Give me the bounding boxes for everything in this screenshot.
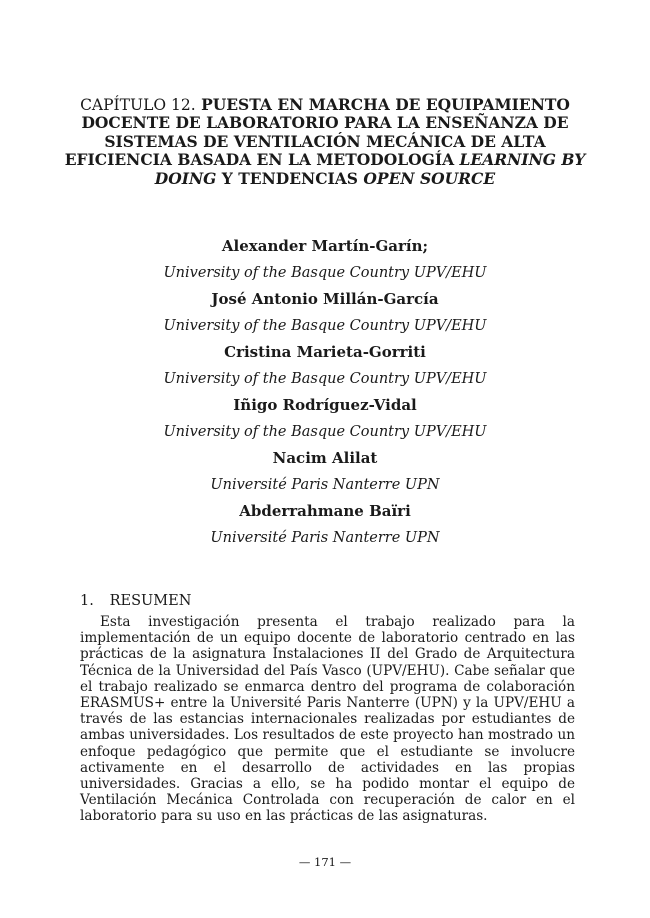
section-heading (80, 592, 580, 610)
author-name: Nacim Alilat (272, 449, 378, 467)
author-affiliation: Université Paris Nanterre UPN (210, 476, 440, 493)
author-affiliation: University of the Basque Country UPV/EHU (163, 423, 487, 440)
author-name: Cristina Marieta-Gorriti (224, 343, 426, 361)
section-number: 1. (80, 593, 94, 609)
author-name: José Antonio Millán-García (211, 290, 439, 308)
chapter-prefix: CAPÍTULO 12. (80, 96, 196, 114)
author-affiliation: Université Paris Nanterre UPN (210, 529, 440, 546)
author-affiliation: University of the Basque Country UPV/EHU (163, 264, 487, 281)
author-name: Abderrahmane Baïri (239, 502, 411, 520)
chapter-title-italic1: LEARNING BY DOING (154, 150, 586, 188)
author-name: Alexander Martín-Garín; (221, 237, 429, 255)
author-name: Iñigo Rodríguez-Vidal (233, 396, 417, 414)
author-affiliation: University of the Basque Country UPV/EHU (163, 317, 487, 334)
chapter-title-italic2: OPEN SOURCE (363, 168, 496, 188)
chapter-title-part1: PUESTA EN MARCHA DE EQUIPAMIENTO DOCENTE DE LABORATORIO PARA LA ENSEÑANZA DE SISTEMAS DE VENTILACIÓN MECÁNICA DE ALTA EFICIENCIA BASADA EN LA METODOLOGÍA (64, 95, 570, 170)
author-affiliation: University of the Basque Country UPV/EHU (163, 370, 487, 387)
chapter-title (60, 96, 590, 188)
section-title: RESUMEN (109, 593, 192, 609)
page-number: — 171 — (298, 855, 352, 869)
abstract-paragraph: Esta investigación presenta el trabajo realizado para la implementación de un equipo docente de laboratorio centrado en las prácticas de la asignatura Instalaciones II del Grado de Arquitectura Técnica de la Universidad del País Vasco (UPV/EHU). Cabe señalar que el trabajo realizado se enmarca dentro del programa de colaboración ERASMUS+ entre la Université Paris Nanterre (UPN) y la UPV/EHU a través de las estancias internacionales realizadas por estudiantes de ambas universidades. Los resultados de este proyecto han mostrado un enfoque pedagógico que permite que el estudiante se involucre activamente en el desarrollo de actividades en las propias universidades. Gracias a ello, se ha podido montar el equipo de Ventilación Mecánica Controlada con recuperación de calor en el laboratorio para su uso en las prácticas de las asignaturas. (80, 614, 575, 825)
author-list (60, 233, 590, 551)
chapter-title-part2: Y TENDENCIAS (221, 168, 359, 188)
